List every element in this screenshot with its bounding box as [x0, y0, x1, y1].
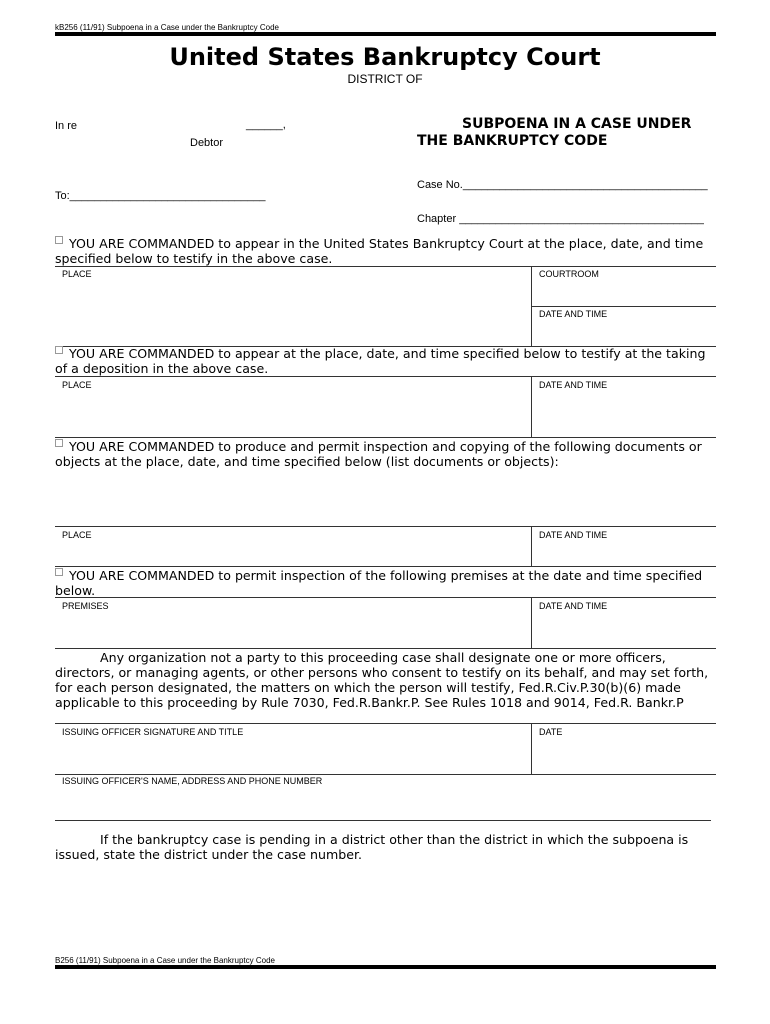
premises-label: PREMISES [62, 601, 109, 611]
district-note-line: issued, state the district under the case number. [55, 847, 362, 862]
signature-label: ISSUING OFFICER SIGNATURE AND TITLE [62, 727, 244, 737]
section-4-line1: YOU ARE COMMANDED to permit inspection of the following premises at the date and time specified [69, 568, 703, 583]
place-label: PLACE [62, 530, 92, 540]
rule [55, 820, 711, 821]
divider [531, 377, 532, 438]
divider [531, 527, 532, 567]
rule [55, 723, 716, 724]
section-3-text [55, 439, 702, 469]
organization-note [55, 650, 708, 710]
note-line: applicable to this proceeding by Rule 7030, Fed.R.Bankr.P. See Rules 1018 and 9014, Fed.R. Bankr.P [55, 695, 684, 710]
place-label: PLACE [62, 380, 92, 390]
district-note [55, 832, 688, 862]
district-note-line: If the bankruptcy case is pending in a district other than the district in which the subpoena is [100, 832, 689, 847]
in-re-field[interactable]: ______, [246, 119, 286, 131]
rule [55, 597, 716, 598]
in-re-label: In re [55, 120, 78, 132]
section-3-line1: YOU ARE COMMANDED to produce and permit inspection and copying of the following documents or [69, 439, 702, 454]
section-4-checkbox[interactable] [55, 568, 63, 576]
date-time-label: DATE AND TIME [539, 530, 608, 540]
divider [531, 598, 532, 649]
rule [55, 437, 716, 438]
district-label: DISTRICT OF [347, 72, 423, 86]
rule [55, 774, 716, 775]
section-1-line1: YOU ARE COMMANDED to appear in the United States Bankruptcy Court at the place, date, and time [69, 236, 704, 251]
date-time-label: DATE AND TIME [539, 380, 608, 390]
note-line: for each person designated, the matters on which the person will testify, Fed.R.Civ.P.30(b)(6) made [55, 680, 681, 695]
rule [55, 266, 716, 267]
subpoena-title-line1: SUBPOENA IN A CASE UNDER [462, 116, 692, 132]
date-time-label: DATE AND TIME [539, 601, 608, 611]
place-label: PLACE [62, 269, 92, 279]
court-title: United States Bankruptcy Court [169, 43, 601, 71]
subpoena-title-line2: THE BANKRUPTCY CODE [417, 133, 608, 149]
section-1-line2: specified below to testify in the above case. [55, 251, 333, 266]
section-2-line2: of a deposition in the above case. [55, 361, 269, 376]
rule [55, 566, 716, 567]
section-3-line2: objects at the place, date, and time specified below (list documents or objects): [55, 454, 559, 469]
section-2-text [55, 346, 705, 376]
header-rule [55, 32, 716, 36]
date-time-label: DATE AND TIME [539, 309, 608, 319]
case-number-field[interactable]: Case No.________________________________________ [417, 179, 708, 191]
debtor-label: Debtor [190, 137, 224, 149]
rule [55, 526, 716, 527]
rule [531, 306, 716, 307]
courtroom-label: COURTROOM [539, 269, 599, 279]
section-4-line2: below. [55, 583, 96, 598]
section-2-checkbox[interactable] [55, 346, 63, 354]
section-1-text [55, 236, 703, 266]
header-form-code: kB256 (11/91) Subpoena in a Case under the Bankruptcy Code [55, 23, 279, 32]
officer-name-label: ISSUING OFFICER'S NAME, ADDRESS AND PHONE NUMBER [62, 776, 323, 786]
section-4-text [55, 568, 702, 598]
section-2-line1: YOU ARE COMMANDED to appear at the place, date, and time specified below to testify at the taking [69, 346, 706, 361]
footer-rule [55, 965, 716, 969]
divider [531, 724, 532, 775]
rule [55, 648, 716, 649]
rule [55, 376, 716, 377]
date-label: DATE [539, 727, 563, 737]
section-3-checkbox[interactable] [55, 439, 63, 447]
note-line: directors, or managing agents, or other persons who consent to testify on its behalf, and may set forth, [55, 665, 709, 680]
footer-form-code: B256 (11/91) Subpoena in a Case under the Bankruptcy Code [55, 956, 275, 965]
to-field[interactable]: To:________________________________ [55, 190, 266, 202]
divider [531, 267, 532, 347]
section-1-checkbox[interactable] [55, 236, 63, 244]
note-line: Any organization not a party to this proceeding case shall designate one or more officers, [100, 650, 666, 665]
chapter-field[interactable]: Chapter ________________________________________ [417, 213, 704, 225]
